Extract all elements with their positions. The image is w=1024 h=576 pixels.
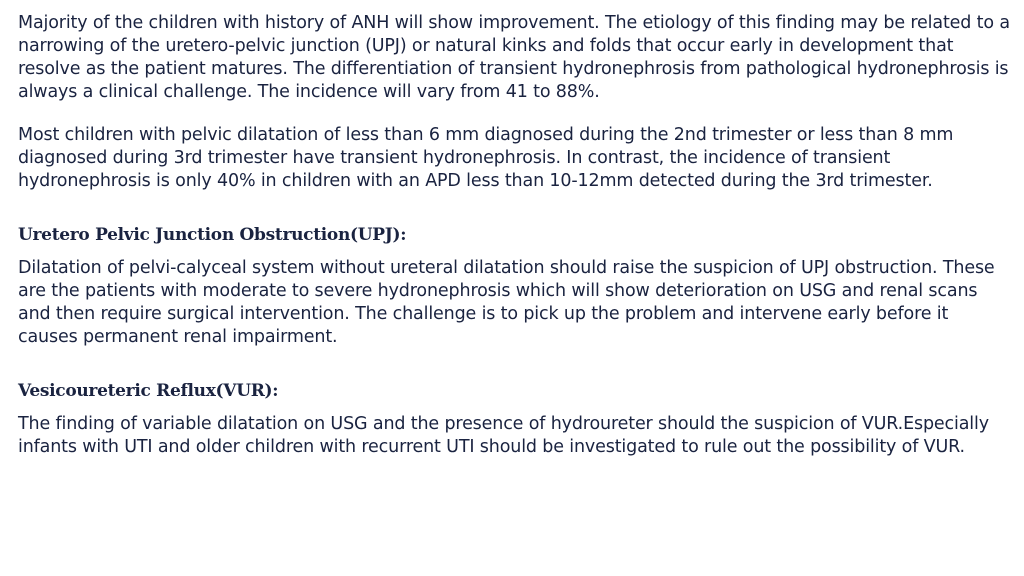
- pelvic-dilatation-paragraph: Most children with pelvic dilatation of less than 6 mm diagnosed during the 2nd trimester or less than 8 mm diagnosed during 3rd trimester have transient hydronephrosis. In contrast, the incidence of transient hydronephrosis is only 40% in children with an APD less than 10-12mm detected during the 3rd trimester.: [18, 125, 954, 191]
- vur-heading: Vesicoureteric Reflux(VUR):: [18, 381, 279, 401]
- upj-paragraph: Dilatation of pelvi-calyceal system without ureteral dilatation should raise the suspicion of UPJ obstruction. These are the patients with moderate to severe hydronephrosis which will show deterioration on USG and renal scans and then require surgical intervention. The challenge is to pick up the problem and intervene early before it causes permanent renal impairment.: [18, 258, 995, 347]
- vur-paragraph: The finding of variable dilatation on USG and the presence of hydroureter should the suspicion of VUR.Especially infants with UTI and older children with recurrent UTI should be investigated to rule out the possibility of VUR.: [18, 414, 989, 457]
- upj-heading: Uretero Pelvic Junction Obstruction(UPJ):: [18, 225, 407, 245]
- intro-paragraph: Majority of the children with history of ANH will show improvement. The etiology of this finding may be related to a narrowing of the uretero-pelvic junction (UPJ) or natural kinks and folds that occur early in development that resolve as the patient matures. The differentiation of transient hydronephrosis from pathological hydronephrosis is always a clinical challenge. The incidence will vary from 41 to 88%.: [18, 13, 1010, 102]
- slide-content: [18, 12, 1010, 459]
